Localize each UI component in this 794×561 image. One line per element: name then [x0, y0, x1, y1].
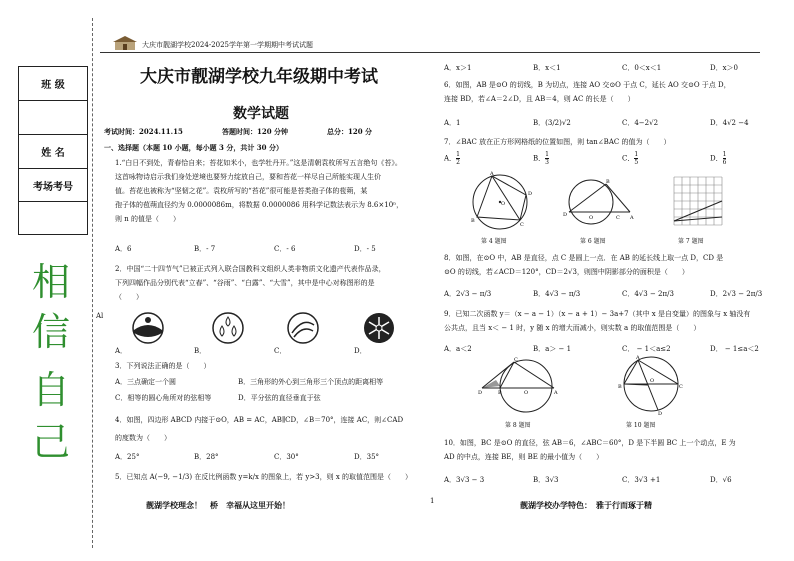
- svg-text:A: A: [636, 355, 640, 361]
- q3-stem: 3．下列说法正确的是（ ）: [115, 362, 211, 370]
- page-number: 1: [430, 497, 435, 505]
- q3-option-d[interactable]: D．平分弦的直径垂直于弦: [238, 394, 321, 402]
- q7-stem: 7．∠BAC 放在正方形网格纸的位置如图，则 tan∠BAC 的值为（ ）: [444, 138, 671, 146]
- q5-text: 5．已知点 A(−9, −1/3) 在反比例函数 y=k/x 的图象上，若 y>3，则 x 的取值范围是（ ）: [115, 473, 413, 481]
- svg-text:B: B: [618, 384, 622, 390]
- q7-option-d-fraction: [723, 151, 727, 166]
- figure-6: [558, 176, 638, 232]
- q6-option-a[interactable]: A．1: [444, 119, 461, 127]
- q8-line: 8．如图，在⊙O 中，AB 是直径，点 C 是圆上一点．在 AB 的延长线上取一点 D，CD 是: [444, 254, 724, 262]
- q7-option-a-fraction: [456, 151, 460, 166]
- q8-option-d[interactable]: D．2√3 − 2π/3: [710, 290, 763, 298]
- fraction-denominator: 5: [634, 159, 639, 166]
- q9-line: 公共点，且当 x＜ − 1 时，y 随 x 的增大而减小，则实数 a 的取值范围是（ ）: [444, 324, 701, 332]
- fraction-numerator: 1: [545, 151, 549, 158]
- q2-option-d[interactable]: D．: [354, 347, 367, 355]
- q9-option-b[interactable]: B．a＞ − 1: [533, 345, 572, 353]
- svg-text:O: O: [589, 215, 594, 221]
- q7-option-b[interactable]: [533, 151, 549, 166]
- fraction-denominator: 6: [722, 159, 727, 166]
- q10-option-a[interactable]: A．3√3 − 3: [444, 476, 485, 484]
- q8-option-c[interactable]: C．4√3 − 2π/3: [622, 290, 674, 298]
- section-1-title: 一、选择题（本题 10 小题，每小题 3 分，共计 30 分）: [104, 143, 283, 152]
- svg-text:D: D: [528, 191, 533, 197]
- svg-text:B: B: [471, 218, 475, 224]
- q3-option-a[interactable]: A．三点确定一个圆: [115, 378, 177, 386]
- fig10-caption: 第 10 题图: [626, 422, 656, 429]
- q4-line-2: 的度数为（ ）: [115, 434, 171, 442]
- side-mark: Al: [96, 312, 104, 320]
- exam-title: 大庆市靓湖学校九年级期中考试: [140, 67, 378, 87]
- motto-char-1: 相: [32, 260, 71, 304]
- info-table: [18, 66, 88, 202]
- exam-duration: 答题时间：120 分钟: [222, 127, 289, 136]
- q10-line: AD 的中点，连接 BE，则 BE 的最小值为（ ）: [444, 453, 604, 461]
- svg-text:C: C: [520, 222, 524, 228]
- fraction-denominator: 2: [456, 159, 460, 166]
- solar-term-guyu-icon: [211, 311, 245, 349]
- svg-text:C: C: [616, 215, 620, 221]
- q4-option-a[interactable]: A．25°: [115, 453, 140, 461]
- fraction-numerator: 1: [722, 151, 727, 158]
- q8-option-a[interactable]: A．2√3 − π/3: [444, 290, 492, 298]
- q2-option-a[interactable]: A．: [115, 347, 128, 355]
- q7-option-c[interactable]: [622, 151, 638, 166]
- q5-option-b[interactable]: B．x＜1: [533, 64, 561, 72]
- q5-option-c[interactable]: C．0＜x＜1: [622, 64, 662, 72]
- svg-text:A: A: [490, 171, 494, 177]
- svg-text:A: A: [630, 215, 634, 221]
- q7-option-a[interactable]: [444, 151, 460, 166]
- svg-text:B: B: [498, 390, 502, 396]
- q10-option-b[interactable]: B．3√3: [533, 476, 559, 484]
- q2-line: 2．中国“二十四节气”已被正式列入联合国教科文组织人类非物质文化遗产代表作品录，: [115, 265, 386, 273]
- q7-option-b-fraction: [545, 151, 549, 166]
- fig6-caption: 第 6 题图: [580, 238, 606, 245]
- q4-option-d[interactable]: D．35°: [354, 453, 380, 461]
- footer-left: 靓湖学校理念！ 桥 幸福从这里开始！: [146, 501, 290, 510]
- q7-option-b-label: B．: [533, 154, 546, 163]
- motto-char-2: 信: [32, 310, 71, 354]
- fig4-caption: 第 4 题图: [481, 238, 507, 245]
- question-2: [115, 262, 386, 304]
- q2-line: （ ）: [115, 293, 143, 301]
- q1-option-a[interactable]: A．6: [115, 245, 132, 253]
- figure-7: [670, 173, 724, 231]
- question-8: [444, 251, 723, 279]
- school-logo: [112, 35, 138, 51]
- q7-option-c-label: C．: [622, 154, 635, 163]
- q2-line: 下列四幅作品分别代表“立春”、“谷雨”、“白露”、“大雪”，其中是中心对称图形的是: [115, 279, 375, 287]
- question-1: [115, 156, 403, 226]
- binding-line: [92, 18, 93, 548]
- name-label: 姓 名: [19, 135, 87, 169]
- q9-option-d[interactable]: D． − 1≤a＜2: [710, 345, 759, 353]
- exam-score: 总分：120 分: [327, 127, 373, 136]
- header-text: 大庆市靓湖学校2024-2025学年第一学期期中考试试题: [142, 41, 313, 49]
- q7-option-a-label: A．: [444, 154, 457, 163]
- q1-line: 1.“白日不到处，青春恰自来；苔花如米小，也学牡丹开。”这是清朝袁枚所写五言绝句《苔》。: [115, 159, 402, 167]
- solar-term-lichun-icon: [131, 311, 165, 349]
- question-10: [444, 436, 736, 464]
- question-6: [444, 78, 731, 106]
- figure-10: [616, 352, 686, 420]
- exam-date: 考试时间：2024.11.15: [104, 127, 183, 136]
- q2-option-c[interactable]: C．: [274, 347, 287, 355]
- q6-option-c[interactable]: C．4−2√2: [622, 119, 659, 127]
- q1-option-b[interactable]: B．- 7: [194, 245, 216, 253]
- q1-line: 则 n 的值是（ ）: [115, 215, 180, 223]
- svg-text:O: O: [524, 390, 529, 396]
- room-label: 考场考号: [33, 182, 73, 193]
- svg-text:C: C: [679, 384, 683, 390]
- q1-option-c[interactable]: C．- 6: [274, 245, 296, 253]
- q4-option-c[interactable]: C．30°: [274, 453, 299, 461]
- figure-8: [478, 356, 562, 420]
- q1-line: 这首咏物诗启示我们身处逆境也要努力绽放自己，要和苔花一样尽自己所能实现人生价: [115, 173, 381, 181]
- q8-line: ⊙O 的切线，若∠ACD＝120°，CD＝2√3，则图中阴影部分的面积是（ ）: [444, 268, 689, 276]
- q3-option-c[interactable]: C．相等的圆心角所对的弦相等: [115, 394, 212, 402]
- q5-option-d[interactable]: D．x＞0: [710, 64, 739, 72]
- fraction-numerator: 1: [456, 151, 460, 158]
- q1-option-d[interactable]: D．- 5: [354, 245, 376, 253]
- q2-option-b[interactable]: B．: [194, 347, 207, 355]
- svg-text:D: D: [478, 390, 483, 396]
- q6-line: 连接 BD，若∠A＝2∠D，且 AB＝4，则 AC 的长是（ ）: [444, 95, 635, 103]
- motto-char-3: 自: [32, 368, 71, 412]
- fig7-caption: 第 7 题图: [678, 238, 704, 245]
- q9-option-a[interactable]: A．a＜2: [444, 345, 472, 353]
- fraction-denominator: 3: [545, 159, 549, 166]
- svg-text:O: O: [650, 378, 655, 384]
- solar-term-bailu-icon: [286, 311, 320, 349]
- q4-line-1: 4．如图，四边形 ABCD 内接于⊙O，AB = AC，AB∥CD，∠B＝70°，连接 AC，则∠CAD: [115, 416, 404, 424]
- q9-line: 9．已知二次函数 y＝（x − a − 1）（x − a + 1）− 3a+7（其中 x 是自变量）的图象与 x 轴没有: [444, 310, 751, 318]
- fraction-numerator: 1: [634, 151, 639, 158]
- class-label: 班 级: [19, 67, 87, 101]
- room-field[interactable]: [18, 200, 88, 235]
- svg-text:A: A: [554, 390, 558, 396]
- q7-option-d-label: D．: [710, 154, 723, 163]
- svg-text:D: D: [563, 212, 568, 218]
- svg-text:O: O: [501, 201, 506, 207]
- solar-term-daxue-icon: [362, 311, 396, 349]
- svg-text:B: B: [606, 179, 610, 185]
- figure-4: [468, 170, 536, 236]
- footer-right: 靓湖学校办学特色： 雅于行而琢于精: [520, 501, 652, 510]
- q1-line: 孢子体的苞蒴直径约为 0.0000086m，将数据 0.0000086 用科学记数法表示为 8.6×10ⁿ，: [115, 201, 404, 209]
- motto-char-4: 己: [32, 420, 71, 464]
- q9-option-c[interactable]: C． − 1＜a≤2: [622, 345, 671, 353]
- class-field[interactable]: [19, 101, 87, 135]
- q6-option-d[interactable]: D．4√2 −4: [710, 119, 749, 127]
- q6-option-b[interactable]: B．(3/2)√2: [533, 119, 571, 127]
- q6-line: 6．如图，AB 是⊙O 的切线，B 为切点，连接 AO 交⊙O 于点 C，延长 AO 交⊙O 于点 D，: [444, 81, 731, 89]
- q10-line: 10．如图，BC 是⊙O 的直径，弦 AB＝6，∠ABC＝60°，D 是下半圆 BC 上一个动点，E 为: [444, 439, 736, 447]
- fig8-caption: 第 8 题图: [505, 422, 531, 429]
- svg-text:C: C: [514, 357, 518, 363]
- q4-option-b[interactable]: B．28°: [194, 453, 219, 461]
- exam-subtitle: 数学试题: [233, 106, 289, 122]
- q10-option-c[interactable]: C．3√3 +1: [622, 476, 661, 484]
- svg-text:D: D: [658, 411, 663, 416]
- header-rule: [100, 52, 760, 53]
- q8-option-b[interactable]: B．4√3 − π/3: [533, 290, 581, 298]
- q1-line: 值。苔花也被称为“坚韧之花”。袁枚所写的“苔花”很可能是苔类孢子体的苞蒴，某: [115, 187, 368, 195]
- question-9: [444, 307, 750, 335]
- q7-option-d[interactable]: [710, 151, 726, 166]
- q10-option-d[interactable]: D．√6: [710, 476, 732, 484]
- q5-option-a[interactable]: A．x＞1: [444, 64, 472, 72]
- q7-option-c-fraction: [634, 151, 638, 166]
- q3-option-b[interactable]: B．三角形的外心到三角形三个顶点的距离相等: [238, 378, 384, 386]
